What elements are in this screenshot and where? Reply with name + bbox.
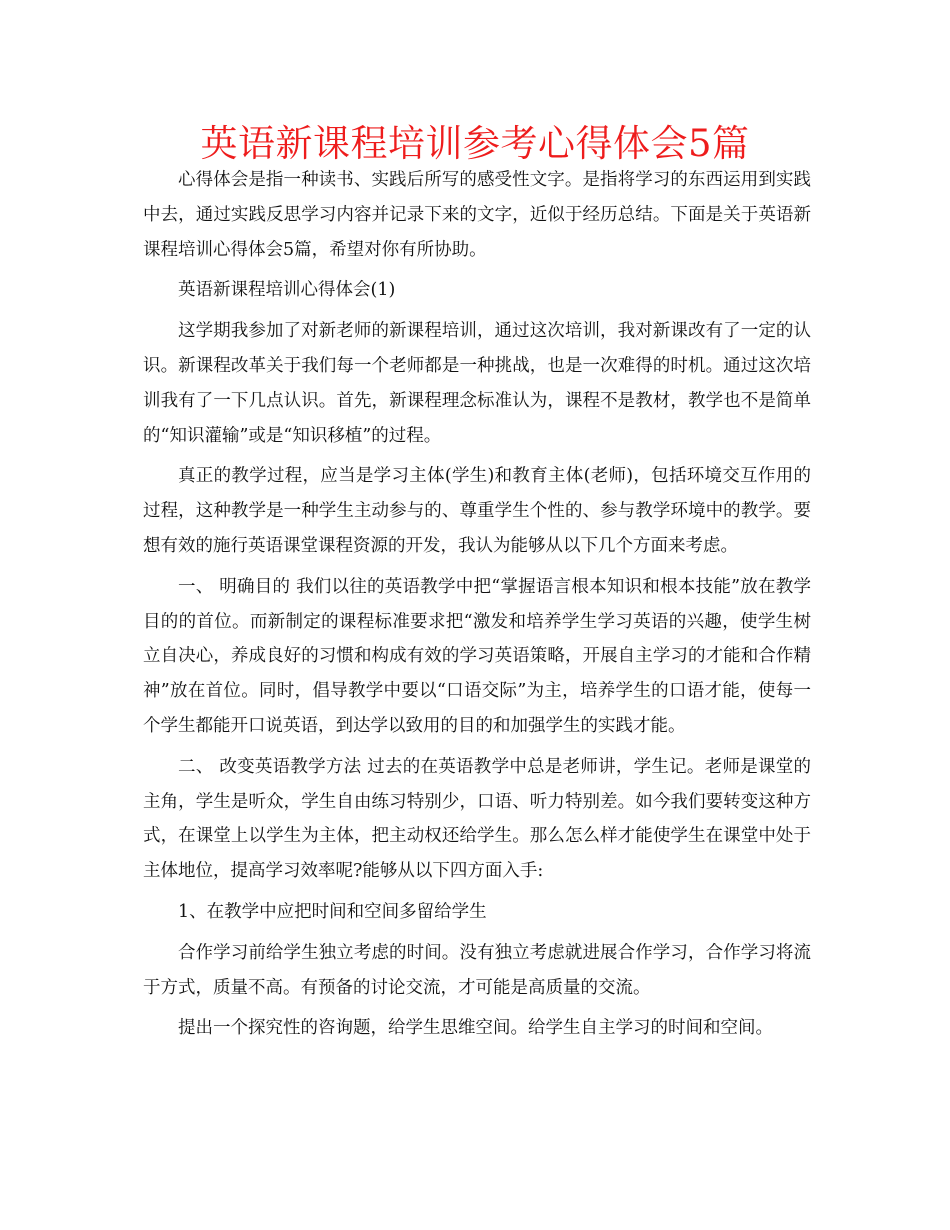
body-paragraph: 真正的教学过程，应当是学习主体(学生)和教育主体(老师)，包括环境交互作用的过程，这种教学是一种学生主动参与的、尊重学生个性的、参与教学环境中的教学。要想有效的施行英语课堂课程资源的开发，我认为能够从以下几个方面来考虑。 [143, 466, 811, 556]
body-paragraph: 一、 明确目的 我们以往的英语教学中把“掌握语言根本知识和根本技能”放在教学目的的首位。而新制定的课程标准要求把“激发和培养学生学习英语的兴趣，使学生树立自决心，养成良好的习惯和构成有效的学习英语策略，开展自主学习的才能和合作精神”放在首位。同时，倡导教学中要以“口语交际”为主，培养学生的口语才能，使每一个学生都能开口说英语，到达学以致用的目的和加强学生的实践才能。 [143, 576, 811, 736]
body-paragraph: 二、 改变英语教学方法 过去的在英语教学中总是老师讲，学生记。老师是课堂的主角，学生是听众，学生自由练习特别少，口语、听力特别差。如今我们要转变这种方式，在课堂上以学生为主体，把主动权还给学生。那么怎么样才能使学生在课堂中处于主体地位，提高学习效率呢?能够从以下四方面入手: [143, 756, 811, 882]
subsection-heading: 1、在教学中应把时间和空间多留给学生 [178, 901, 487, 922]
body-paragraph: 提出一个探究性的咨询题，给学生思维空间。给学生自主学习的时间和空间。 [178, 1018, 773, 1039]
section-heading: 英语新课程培训心得体会(1) [178, 280, 396, 301]
body-paragraph: 合作学习前给学生独立考虑的时间。没有独立考虑就进展合作学习，合作学习将流于方式，质量不高。有预备的讨论交流，才可能是高质量的交流。 [143, 942, 811, 998]
document-title: 英语新课程培训参考心得体会5篇 [200, 122, 750, 165]
body-paragraph: 这学期我参加了对新老师的新课程培训，通过这次培训，我对新课改有了一定的认识。新课程改革关于我们每一个老师都是一种挑战，也是一次难得的时机。通过这次培训我有了一下几点认识。首先，新课程理念标准认为，课程不是教材，教学也不是简单的“知识灌输”或是“知识移植”的过程。 [143, 321, 811, 446]
intro-paragraph: 心得体会是指一种读书、实践后所写的感受性文字。是指将学习的东西运用到实践中去，通过实践反思学习内容并记录下来的文字，近似于经历总结。下面是关于英语新课程培训心得体会5篇，希望对你有所协助。 [143, 170, 811, 260]
document-body [143, 163, 811, 1046]
